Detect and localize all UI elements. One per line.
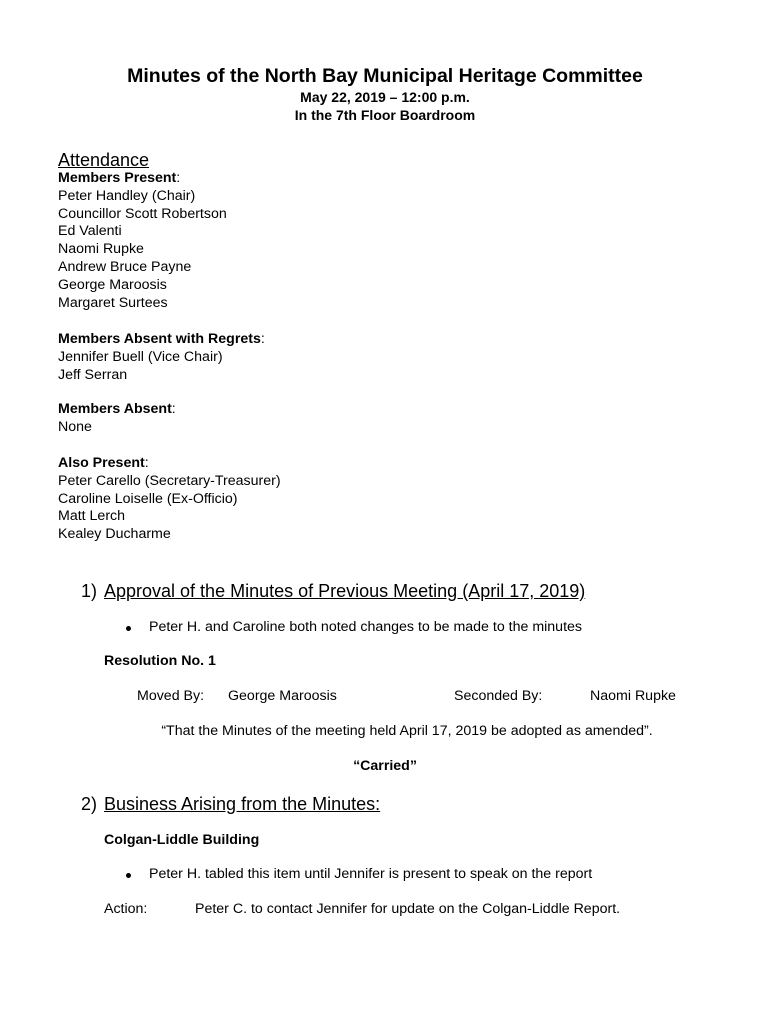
section2-subheading: Colgan-Liddle Building xyxy=(104,832,260,848)
attendee-name: Caroline Loiselle (Ex-Officio) xyxy=(58,490,238,507)
resolution-text: “That the Minutes of the meeting held April 17, 2019 be adopted as amended”. xyxy=(161,723,653,739)
bullet-icon xyxy=(126,873,131,878)
resolution-label: Resolution No. 1 xyxy=(104,653,216,669)
also-present-label: Also Present: xyxy=(58,455,149,471)
members-absent-label: Members Absent: xyxy=(58,401,176,417)
moved-by-name: George Maroosis xyxy=(228,688,337,704)
members-regrets-label: Members Absent with Regrets: xyxy=(58,331,265,347)
members-regrets-block xyxy=(58,331,265,384)
attendee-name: Jennifer Buell (Vice Chair) xyxy=(58,348,223,365)
attendee-name: Kealey Ducharme xyxy=(58,526,171,543)
action-label: Action: xyxy=(104,901,148,917)
attendee-name: Naomi Rupke xyxy=(58,241,144,258)
attendee-name: Andrew Bruce Payne xyxy=(58,258,192,275)
attendee-name: George Maroosis xyxy=(58,276,167,293)
section2-number: 2) xyxy=(81,794,98,814)
also-present-block xyxy=(58,455,281,544)
attendee-name: Councillor Scott Robertson xyxy=(58,205,227,222)
members-present-block xyxy=(58,170,227,312)
attendee-name: Jeff Serran xyxy=(58,366,128,383)
section2-bullet-text: Peter H. tabled this item until Jennifer is present to speak on the report xyxy=(149,866,593,882)
attendance-heading: Attendance xyxy=(58,150,150,170)
attendee-name: Ed Valenti xyxy=(58,223,122,240)
carried-text: “Carried” xyxy=(353,758,417,774)
section1-heading: Approval of the Minutes of Previous Meeting (April 17, 2019) xyxy=(104,581,586,601)
meeting-date: May 22, 2019 – 12:00 p.m. xyxy=(300,89,470,105)
attendee-name: Peter Carello (Secretary-Treasurer) xyxy=(58,472,281,489)
section1-number: 1) xyxy=(81,581,98,601)
section1-bullet-text: Peter H. and Caroline both noted changes to be made to the minutes xyxy=(149,619,582,635)
members-absent-block xyxy=(58,401,176,437)
seconded-by-label: Seconded By: xyxy=(454,688,543,704)
moved-by-label: Moved By: xyxy=(137,688,205,704)
section2-heading: Business Arising from the Minutes: xyxy=(104,794,381,814)
attendee-name: None xyxy=(58,418,92,435)
attendee-name: Peter Handley (Chair) xyxy=(58,187,196,204)
document-title: Minutes of the North Bay Municipal Heritage Committee xyxy=(127,65,643,87)
bullet-icon xyxy=(126,626,131,631)
members-present-label: Members Present: xyxy=(58,170,181,186)
attendee-name: Margaret Surtees xyxy=(58,294,168,311)
meeting-location: In the 7th Floor Boardroom xyxy=(294,107,476,123)
action-text: Peter C. to contact Jennifer for update on the Colgan-Liddle Report. xyxy=(195,901,621,917)
attendee-name: Matt Lerch xyxy=(58,508,126,525)
seconded-by-name: Naomi Rupke xyxy=(590,688,676,704)
